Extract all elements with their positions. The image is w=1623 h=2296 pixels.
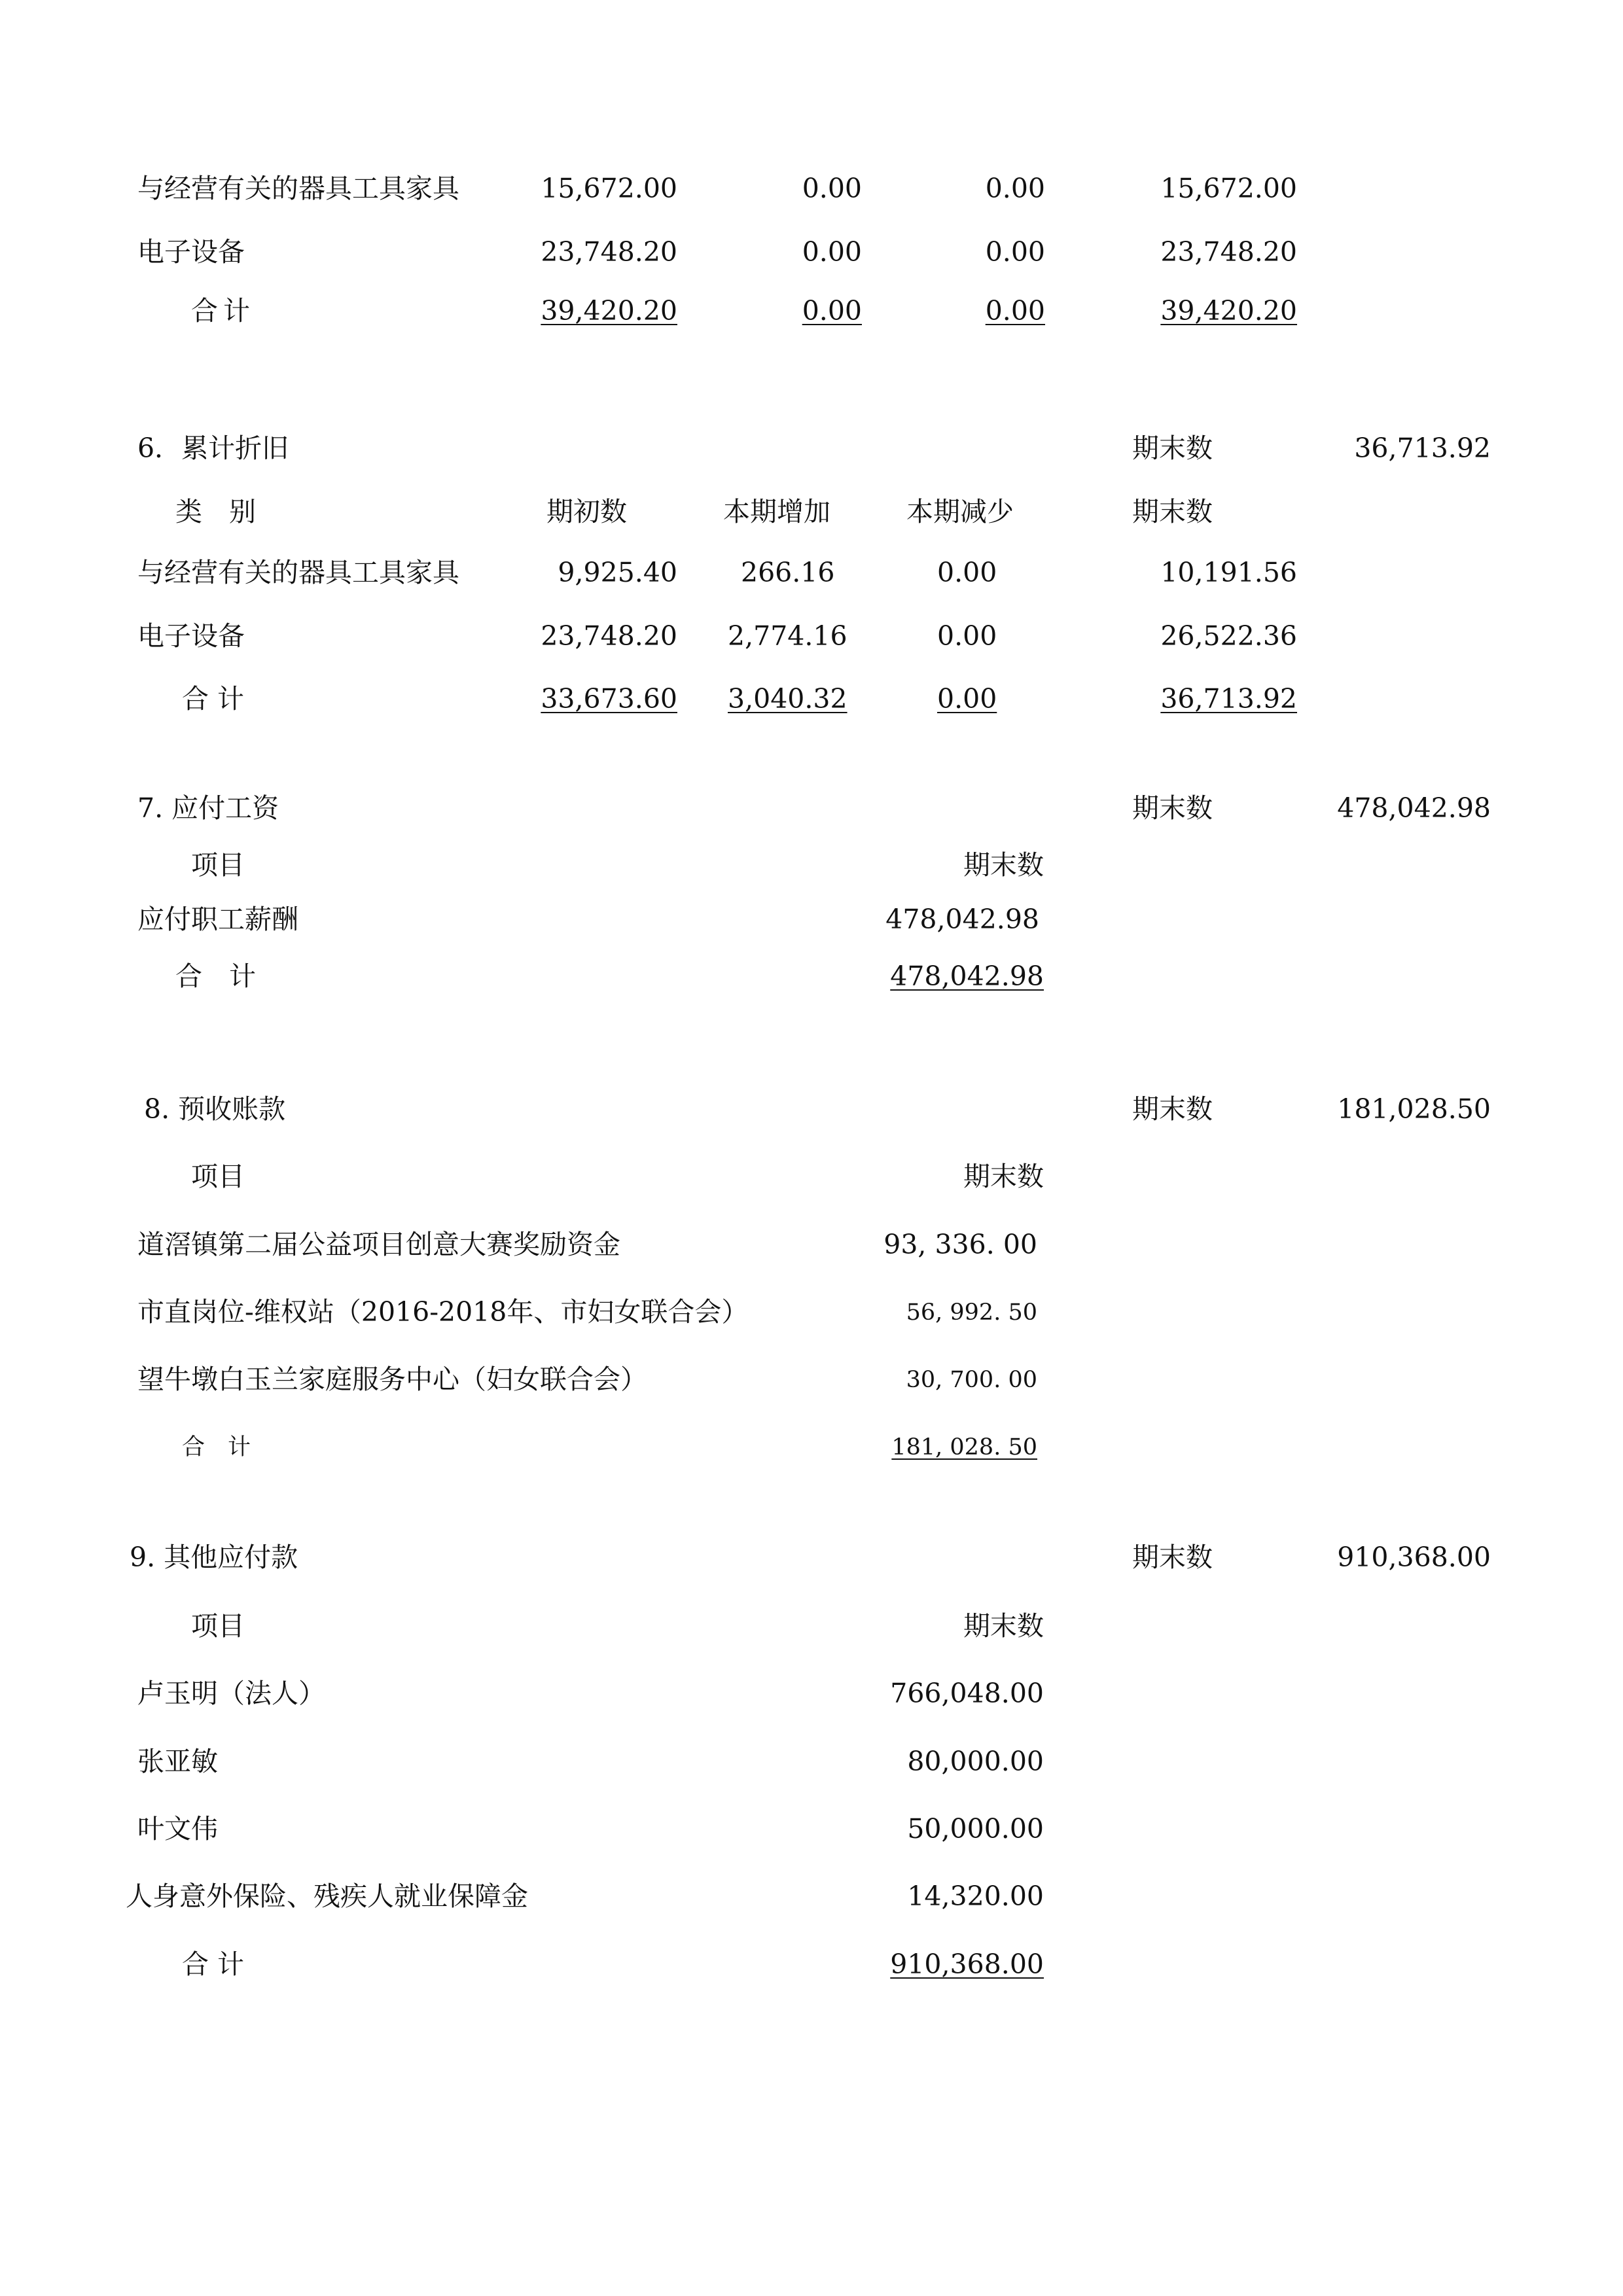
row-label: 应付职工薪酬 (137, 904, 298, 935)
total-label: 合 计 (182, 1949, 245, 1980)
total-opening: 39,420.20 (541, 295, 677, 327)
opening-value: 15,672.00 (541, 173, 677, 204)
row-label: 望牛墩白玉兰家庭服务中心（妇女联合会） (137, 1364, 647, 1395)
opening-value: 23,748.20 (541, 620, 677, 652)
header-closing: 期末数 (1132, 496, 1213, 527)
end-label: 期末数 (1132, 1542, 1213, 1573)
total-label: 合 计 (175, 961, 256, 992)
row-value: 14,320.00 (907, 1881, 1044, 1912)
opening-value: 9,925.40 (558, 557, 677, 588)
row-label: 张亚敏 (137, 1746, 218, 1777)
opening-value: 23,748.20 (541, 236, 677, 268)
section-title: 7. 应付工资 (137, 792, 279, 824)
total-label: 合计 (191, 295, 255, 327)
end-label: 期末数 (1132, 433, 1213, 464)
total-value: 478,042.98 (890, 961, 1044, 992)
total-opening: 33,673.60 (541, 683, 677, 715)
section-title: 6．累计折旧 (137, 433, 289, 464)
total-increase: 3,040.32 (728, 683, 847, 715)
row-label: 市直岗位-维权站（2016-2018年、市妇女联合会） (137, 1296, 749, 1328)
decrease-value: 0.00 (937, 620, 997, 652)
row-value: 478,042.98 (885, 904, 1039, 935)
header-closing: 期末数 (963, 1610, 1044, 1642)
increase-value: 266.16 (741, 557, 835, 588)
end-label: 期末数 (1132, 792, 1213, 824)
row-value: 80,000.00 (907, 1746, 1044, 1777)
row-value: 56, 992. 50 (906, 1299, 1037, 1326)
header-closing: 期末数 (963, 849, 1044, 881)
end-value: 910,368.00 (1337, 1542, 1491, 1573)
header-closing: 期末数 (963, 1161, 1044, 1192)
total-label: 合 计 (182, 683, 245, 715)
end-value: 181,028.50 (1337, 1093, 1491, 1125)
header-item: 项目 (191, 849, 245, 881)
header-item: 项目 (191, 1161, 245, 1192)
total-closing: 39,420.20 (1160, 295, 1297, 327)
row-value: 766,048.00 (890, 1678, 1044, 1709)
closing-value: 15,672.00 (1160, 173, 1297, 204)
header-decrease: 本期减少 (906, 496, 1014, 527)
header-item: 项目 (191, 1610, 245, 1642)
closing-value: 23,748.20 (1160, 236, 1297, 268)
increase-value: 0.00 (802, 173, 862, 204)
row-value: 93, 336. 00 (883, 1229, 1037, 1260)
row-label: 与经营有关的器具工具家具 (137, 557, 459, 588)
header-category: 类 别 (175, 496, 256, 527)
section-title: 9. 其他应付款 (130, 1542, 298, 1573)
row-value: 50,000.00 (907, 1813, 1044, 1845)
closing-value: 10,191.56 (1160, 557, 1297, 588)
row-label: 叶文伟 (137, 1813, 218, 1845)
total-value: 910,368.00 (890, 1949, 1044, 1980)
end-value: 478,042.98 (1337, 792, 1491, 824)
closing-value: 26,522.36 (1160, 620, 1297, 652)
decrease-value: 0.00 (937, 557, 997, 588)
row-label: 道滘镇第二届公益项目创意大赛奖励资金 (137, 1229, 620, 1260)
decrease-value: 0.00 (985, 173, 1045, 204)
total-label: 合 计 (182, 1434, 251, 1460)
header-increase: 本期增加 (723, 496, 830, 527)
total-closing: 36,713.92 (1160, 683, 1297, 715)
section-title: 8. 预收账款 (144, 1093, 286, 1125)
row-label: 电子设备 (137, 236, 245, 268)
row-label: 人身意外保险、残疾人就业保障金 (126, 1881, 528, 1912)
row-value: 30, 700. 00 (906, 1367, 1037, 1393)
total-decrease: 0.00 (937, 683, 997, 715)
increase-value: 0.00 (802, 236, 862, 268)
end-value: 36,713.92 (1354, 433, 1491, 464)
row-label: 卢玉明（法人） (137, 1678, 325, 1709)
total-value: 181, 028. 50 (891, 1434, 1037, 1460)
decrease-value: 0.00 (985, 236, 1045, 268)
total-increase: 0.00 (802, 295, 862, 327)
end-label: 期末数 (1132, 1093, 1213, 1125)
increase-value: 2,774.16 (728, 620, 847, 652)
row-label: 与经营有关的器具工具家具 (137, 173, 459, 204)
row-label: 电子设备 (137, 620, 245, 652)
total-decrease: 0.00 (985, 295, 1045, 327)
header-opening: 期初数 (546, 496, 627, 527)
